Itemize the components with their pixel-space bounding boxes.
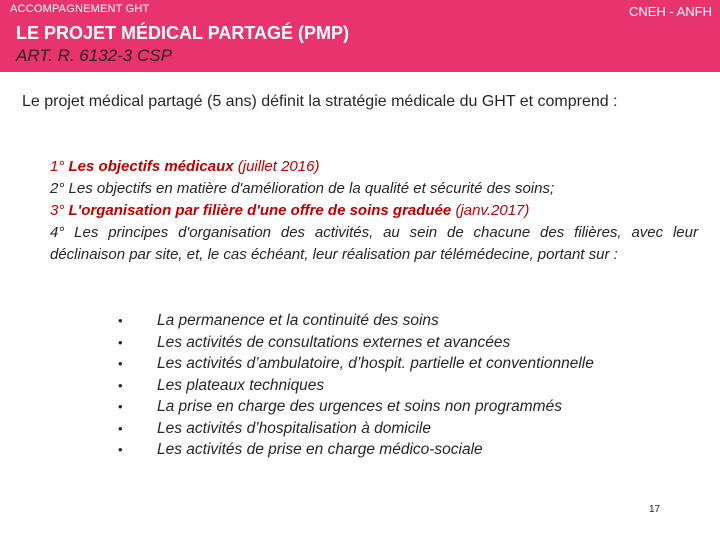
slide-subtitle: ART. R. 6132-3 CSP [16, 46, 172, 65]
bullet-icon: • [118, 399, 123, 414]
list-item-text: Les activités de prise en charge médico-sociale [157, 441, 483, 458]
list-item [112, 396, 692, 418]
numbered-items [50, 156, 698, 266]
item-1-emphasis: Les objectifs médicaux [68, 158, 234, 175]
slide-title: LE PROJET MÉDICAL PARTAGÉ (PMP) [16, 23, 350, 43]
item-3-emphasis: L'organisation par filière d'une offre de soins graduée [68, 202, 452, 219]
list-item-text: Les plateaux techniques [157, 376, 325, 394]
list-item [112, 439, 692, 461]
item-4: 4° Les principes d'organisation des activités, au sein de chacune des filières, avec leur déclinaison par site, et, le cas échéant, leur réalisation par télémédecine, portant sur : [50, 224, 698, 263]
intro-paragraph: Le projet médical partagé (5 ans) définit la stratégie médicale du GHT et comprend : [22, 93, 618, 110]
bullet-icon: • [118, 313, 123, 328]
item-1-prefix: 1° [50, 158, 69, 175]
list-item [112, 310, 692, 332]
bullet-icon: • [118, 420, 123, 436]
bullet-icon: • [118, 377, 123, 393]
item-3 [50, 200, 698, 222]
item-2: 2° Les objectifs en matière d'amélioration de la qualité et sécurité des soins; [50, 180, 555, 197]
bullet-icon: • [118, 356, 123, 371]
list-item [112, 353, 692, 375]
list-item-text: Les activités de consultations externes et avancées [157, 333, 511, 351]
header-left-label: ACCOMPAGNEMENT GHT [10, 3, 150, 15]
bullet-icon: • [118, 334, 123, 350]
page-number: 17 [649, 504, 661, 515]
item-1 [50, 156, 698, 178]
list-item-text: Les activités d’ambulatoire, d’hospit. partielle et conventionnelle [157, 355, 594, 372]
list-item [112, 375, 692, 397]
list-item [112, 332, 692, 354]
header-banner [0, 0, 720, 72]
item-3-prefix: 3° [50, 202, 69, 219]
list-item [112, 418, 692, 440]
header-right-label: CNEH - ANFH [628, 4, 712, 19]
bullet-icon: • [118, 442, 123, 457]
list-item-text: La permanence et la continuité des soins [157, 312, 439, 329]
bullet-list [112, 310, 692, 461]
list-item-text: La prise en charge des urgences et soins non programmés [157, 398, 562, 415]
list-item-text: Les activités d’hospitalisation à domicile [157, 419, 431, 437]
item-1-suffix: (juillet 2016) [233, 158, 320, 175]
item-3-suffix: (janv.2017) [451, 202, 530, 219]
